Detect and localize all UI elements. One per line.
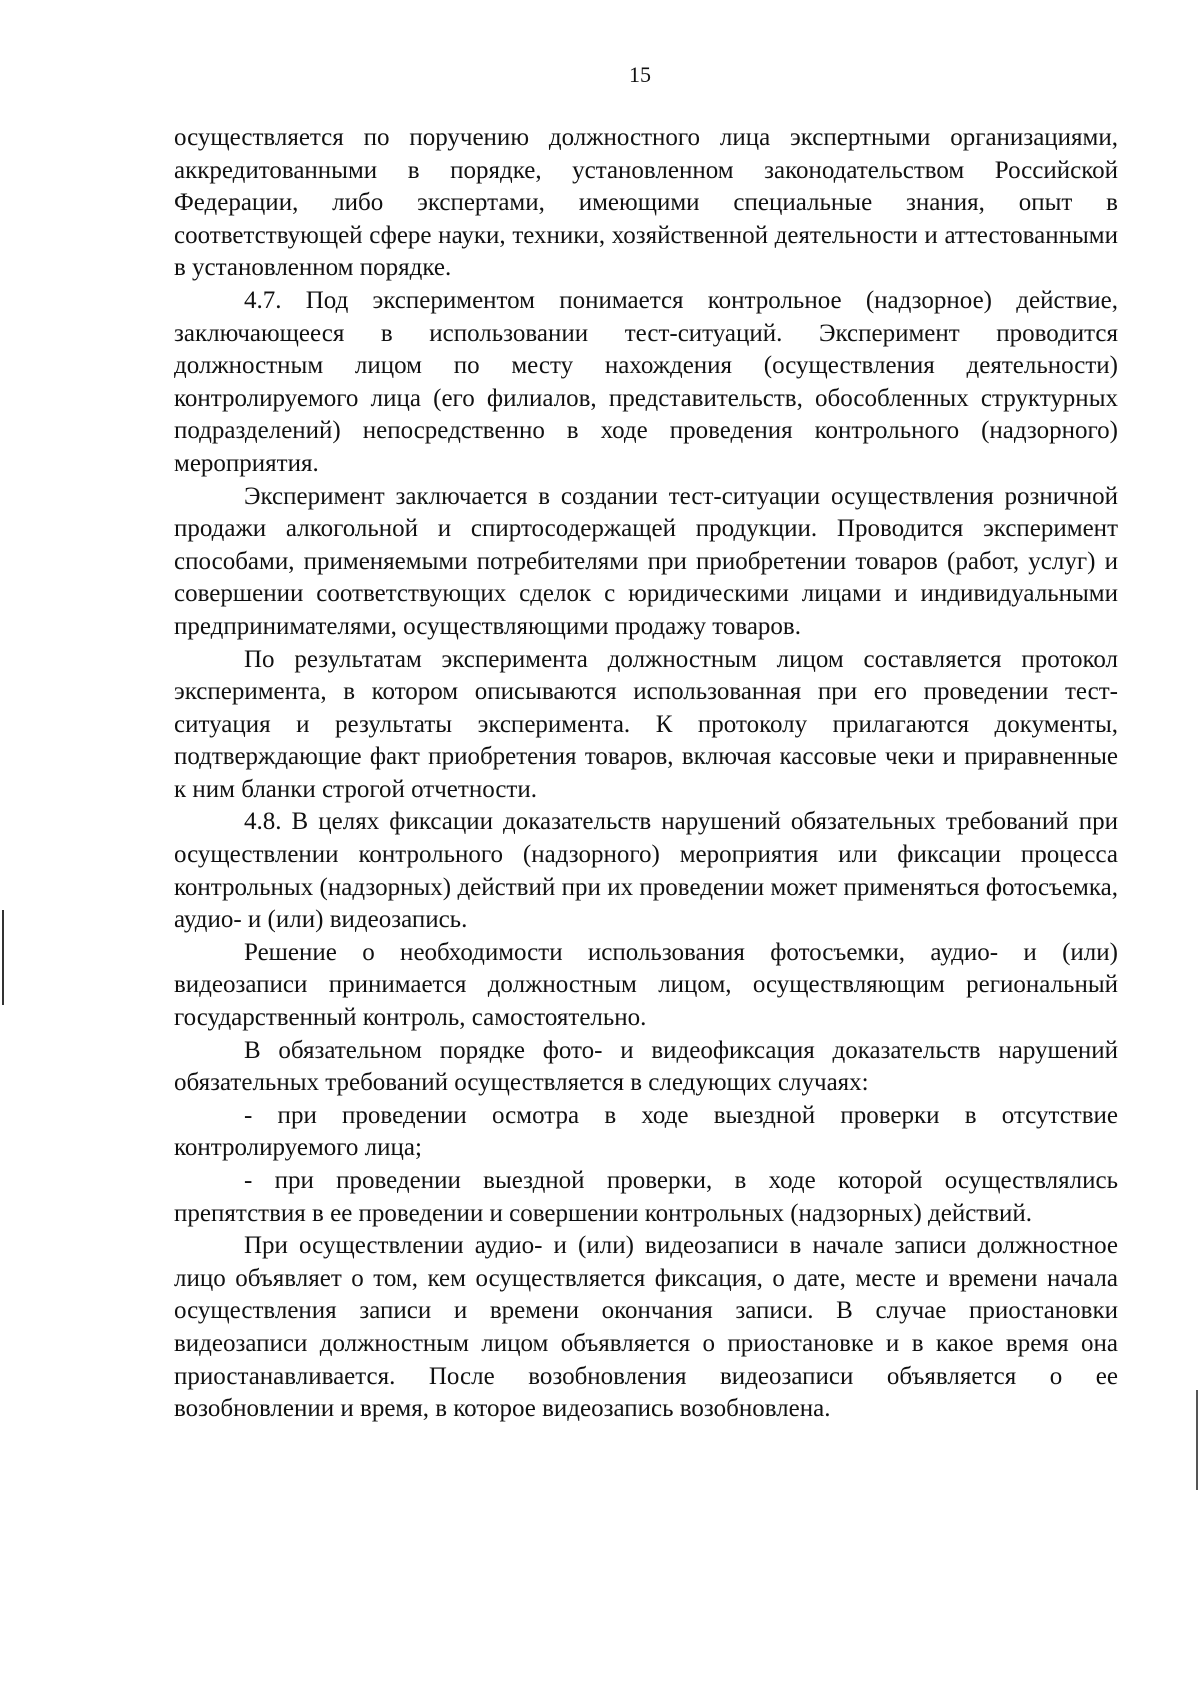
document-body [174, 122, 1118, 1426]
paragraph-experiment-description: Эксперимент заключается в создании тест-ситуации осуществления розничной продажи алкогольной и спиртосодержащей продукции. Проводится эксперимент способами, применяемыми потребителями при приобретении товаров (работ, услуг) и совершении соответствующих сделок с юридическими лицами и индивидуальными предпринимателями, осуществляющими продажу товаров. [174, 482, 1118, 640]
paragraph-recording-announcement: При осуществлении аудио- и (или) видеозаписи в начале записи должностное лицо объявляет о том, кем осуществляется фиксация, о дате, месте и времени начала осуществления записи и времени окончания записи. В случае приостановки видеозаписи должностным лицом объявляется о приостановке и в какое время она приостанавливается. После возобновления видеозаписи объявляется о ее возобновлении и время, в которое видеозапись возобновлена. [174, 1232, 1118, 1423]
list-item-inspection-absence: - при проведении осмотра в ходе выездной проверки в отсутствие контролируемого лица; [174, 1101, 1118, 1162]
page-number: 15 [629, 62, 651, 87]
paragraph-experiment-protocol: По результатам эксперимента должностным лицом составляется протокол эксперимента, в котором описываются использованная при его проведении тест-ситуация и результаты эксперимента. К протоколу прилагаются документы, подтверждающие факт приобретения товаров, включая кассовые чеки и приравненные к ним бланки строгой отчетности. [174, 645, 1118, 803]
paragraph-4-8: 4.8. В целях фиксации доказательств нарушений обязательных требований при осуществлении контрольного (надзорного) мероприятия или фиксации процесса контрольных (надзорных) действий при их проведении может применяться фотосъемка, аудио- и (или) видеозапись. [174, 808, 1118, 934]
paragraph-mandatory-recording: В обязательном порядке фото- и видеофиксация доказательств нарушений обязательных требований осуществляется в следующих случаях: [174, 1036, 1118, 1097]
scan-edge-mark-left [2, 910, 4, 1005]
paragraph-recording-decision: Решение о необходимости использования фотосъемки, аудио- и (или) видеозаписи принимается должностным лицом, осуществляющим региональный государственный контроль, самостоятельно. [174, 938, 1118, 1032]
list-item-inspection-obstruction: - при проведении выездной проверки, в ходе которой осуществлялись препятствия в ее проведении и совершении контрольных (надзорных) действий. [174, 1167, 1118, 1227]
paragraph-continuation: осуществляется по поручению должностного лица экспертными организациями, аккредитованными в порядке, установленном законодательством Российской Федерации, либо экспертами, имеющими специальные знания, опыт в соответствующей сфере науки, техники, хозяйственной деятельности и аттестованными в установленном порядке. [174, 124, 1118, 282]
paragraph-4-7: 4.7. Под экспериментом понимается контрольное (надзорное) действие, заключающееся в использовании тест-ситуаций. Эксперимент проводится должностным лицом по месту нахождения (осуществления деятельности) контролируемого лица (его филиалов, представительств, обособленных структурных подразделений) непосредственно в ходе проведения контрольного (надзорного) мероприятия. [174, 286, 1118, 477]
scan-edge-mark-right [1196, 1390, 1198, 1490]
